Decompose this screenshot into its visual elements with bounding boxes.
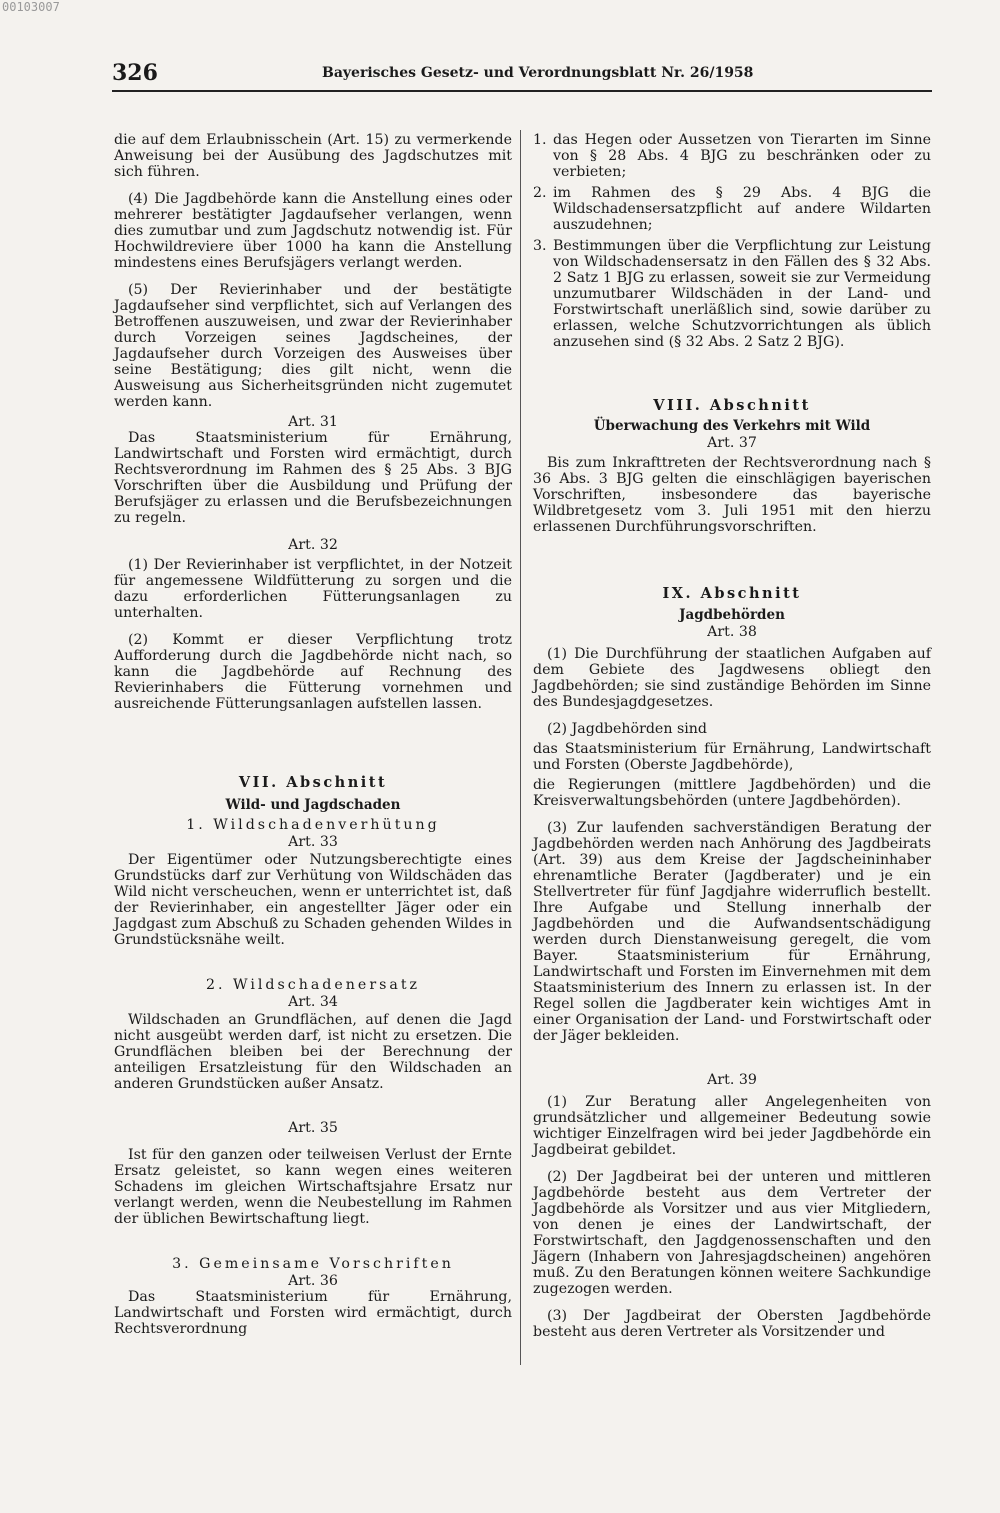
article-35-text: Ist für den ganzen oder teilweisen Verlust der Ernte Ersatz geleistet, so kann wegen eines weiteren Schadens im gleichen Wirtschaftsjahre Ersatz nur verlangt werden, wenn die Neubestellung im Rahmen der üblichen Bewirtschaftung liegt. (114, 1147, 512, 1227)
list-item-number: 1. (533, 132, 547, 148)
section-9-subtitle: Jagdbehörden (679, 607, 785, 623)
left-column (114, 132, 512, 1337)
list-item-text: Bestimmungen über die Verpflichtung zur Leistung von Wildschadensersatz in den Fällen des § 32 Abs. 2 Satz 1 BJG zu erlassen, soweit sie zur Vermeidung unzumutbarer Wildschäden in der Land- und Forstwirtschaft unerläßlich sind, sowie darüber zu erlassen, welche Schutzvorrichtungen als üblich anzusehen sind (§ 32 Abs. 2 Satz 2 BJG). (553, 238, 931, 350)
article-31-text: Das Staatsministerium für Ernährung, Landwirtschaft und Forsten wird ermächtigt, durch Rechtsverordnung im Rahmen des § 25 Abs. 3 BJG Vorschriften über die Ausbildung und Prüfung der Berufsjäger zu erlassen und die Berufsbezeichnungen zu regeln. (114, 430, 512, 526)
list-item-text: das Hegen oder Aussetzen von Tierarten im Sinne von § 28 Abs. 4 BJG zu beschränken oder zu verbieten; (553, 132, 931, 180)
list-item-number: 3. (533, 238, 547, 254)
section-7-subtitle: Wild- und Jagdschaden (225, 797, 401, 813)
right-column (533, 132, 931, 1340)
paragraph-5: (5) Der Revierinhaber und der bestätigte Jagdaufseher sind verpflichtet, sich auf Verlangen des Betroffenen auszuweisen, und zwar der Revierinhaber durch Vorzeigen seines Jagdscheines, der Jagdaufseher durch Vorzeigen des Ausweises über seine Bestätigung; dies gilt nicht, wenn die Ausweisung aus Sicherheitsgründen nicht zugemutet werden kann. (114, 282, 512, 410)
subsection-3-title: 3. Gemeinsame Vorschriften (172, 1256, 454, 1272)
list-item (533, 185, 931, 233)
article-38-paragraph-3: (3) Zur laufenden sachverständigen Beratung der Jagdbehörden werden nach Anhörung des Jagdbeirats (Art. 39) aus dem Kreise der Jagdscheininhaber ehrenamtliche Berater (Jagdberater) und je ein Stellvertreter für fünf Jagdjahre widerruflich bestellt. Ihre Aufgabe und Stellung innerhalb der Jagdbehörden und die Aufwandsentschädigung werden durch Dienstanweisung geregelt, die vom Bayer. Staatsministerium für Ernährung, Landwirtschaft und Forsten im Einvernehmen mit dem Staatsministerium des Innern zu erlassen ist. In der Regel sollen die Jagdberater kein wichtiges Amt in einer Organisation der Land- und Forstwirtschaft oder der Jäger bekleiden. (533, 820, 931, 1044)
article-39-paragraph-1: (1) Zur Beratung aller Angelegenheiten von grundsätzlicher und allgemeiner Bedeutung sowie wichtiger Einzelfragen wird bei jeder Jagdbehörde ein Jagdbeirat gebildet. (533, 1094, 931, 1158)
article-33-text: Der Eigentümer oder Nutzungsberechtigte eines Grundstücks darf zur Verhütung von Wildschäden das Wild nicht verscheuchen, wenn er unterrichtet ist, daß der Revierinhaber, ein angestellter Jäger oder ein Jagdgast zum Abschuß zu Schaden gehenden Wildes in Grundstücksnähe weilt. (114, 852, 512, 948)
article-38-paragraph-2-item-2: die Regierungen (mittlere Jagdbehörden) und die Kreisverwaltungsbehörden (untere Jagdbehörden). (533, 777, 931, 809)
column-divider (520, 130, 521, 1365)
section-9-title: IX. Abschnitt (662, 585, 802, 602)
article-32-paragraph-2: (2) Kommt er dieser Verpflichtung trotz Aufforderung durch die Jagdbehörde nicht nach, so kann die Jagdbehörde auf Rechnung des Revierinhabers die Fütterung vornehmen und ausreichende Fütterungsanlagen aufstellen lassen. (114, 632, 512, 712)
journal-title: Bayerisches Gesetz- und Verordnungsblatt Nr. 26/1958 (322, 65, 754, 81)
scan-identifier: 00103007 (2, 0, 60, 14)
article-34-heading: Art. 34 (288, 994, 338, 1010)
subsection-2-title: 2. Wildschadenersatz (205, 977, 421, 993)
article-33-heading: Art. 33 (288, 834, 338, 850)
article-39-heading: Art. 39 (707, 1072, 757, 1088)
list-item-number: 2. (533, 185, 547, 201)
article-36-heading: Art. 36 (288, 1273, 338, 1289)
list-item-text: im Rahmen des § 29 Abs. 4 BJG die Wildschadensersatzpflicht auf andere Wildarten auszudehnen; (553, 185, 931, 233)
page-number: 326 (112, 60, 158, 86)
section-7-title: VII. Abschnitt (238, 774, 388, 791)
page-header (112, 62, 932, 92)
section-8-subtitle: Überwachung des Verkehrs mit Wild (593, 418, 871, 434)
paragraph-4: (4) Die Jagdbehörde kann die Anstellung eines oder mehrerer bestätigter Jagdaufseher verlangen, wenn dies zumutbar und zum Jagdschutz notwendig ist. Für Hochwildreviere über 1000 ha kann die Anstellung mindestens eines Berufsjägers verlangt werden. (114, 191, 512, 271)
article-39-paragraph-2: (2) Der Jagdbeirat bei der unteren und mittleren Jagdbehörde besteht aus dem Vertreter der Jagdbehörde als Vorsitzer und aus vier Mitgliedern, von denen je eines der Landwirtschaft, der Forstwirtschaft, den Jagdgenossenschaften und den Jägern (Inhabern von Jahresjagdscheinen) angehören muß. Zu den Beratungen können weitere Sachkundige zugezogen werden. (533, 1169, 931, 1297)
article-36-text: Das Staatsministerium für Ernährung, Landwirtschaft und Forsten wird ermächtigt, durch Rechtsverordnung (114, 1289, 512, 1337)
article-32-paragraph-1: (1) Der Revierinhaber ist verpflichtet, in der Notzeit für angemessene Wildfütterung zu sorgen und die dazu erforderlichen Fütterungsanlagen zu unterhalten. (114, 557, 512, 621)
article-32-heading: Art. 32 (288, 537, 338, 553)
article-37-text: Bis zum Inkrafttreten der Rechtsverordnung nach § 36 Abs. 3 BJG gelten die einschlägigen bayerischen Vorschriften, insbesondere das bayerische Wildbretgesetz vom 3. Juli 1951 mit den hierzu erlassenen Durchführungsvorschriften. (533, 455, 931, 535)
intro-paragraph: die auf dem Erlaubnisschein (Art. 15) zu vermerkende Anweisung bei der Ausübung des Jagdschutzes mit sich führen. (114, 132, 512, 180)
article-39-paragraph-3: (3) Der Jagdbeirat der Obersten Jagdbehörde besteht aus deren Vertreter als Vorsitzender und (533, 1308, 931, 1340)
article-38-paragraph-1: (1) Die Durchführung der staatlichen Aufgaben auf dem Gebiete des Jagdwesens obliegt den Jagdbehörden; sie sind zuständige Behörden im Sinne des Bundesjagdgesetzes. (533, 646, 931, 710)
section-8-title: VIII. Abschnitt (653, 397, 811, 414)
article-38-heading: Art. 38 (707, 624, 757, 640)
list-item (533, 132, 931, 180)
list-item (533, 238, 931, 350)
article-31-heading: Art. 31 (288, 414, 338, 430)
article-37-heading: Art. 37 (707, 435, 757, 451)
article-34-text: Wildschaden an Grundflächen, auf denen die Jagd nicht ausgeübt werden darf, ist nicht zu ersetzen. Die Grundflächen bleiben bei der Berechnung der anteiligen Ersatzleistung für den Wildschaden an anderen Grundstücken außer Ansatz. (114, 1012, 512, 1092)
subsection-1-title: 1. Wildschadenverhütung (186, 817, 440, 833)
article-38-paragraph-2-item-1: das Staatsministerium für Ernährung, Landwirtschaft und Forsten (Oberste Jagdbehörde), (533, 741, 931, 773)
article-35-heading: Art. 35 (288, 1120, 338, 1136)
article-38-paragraph-2: (2) Jagdbehörden sind (547, 721, 708, 737)
